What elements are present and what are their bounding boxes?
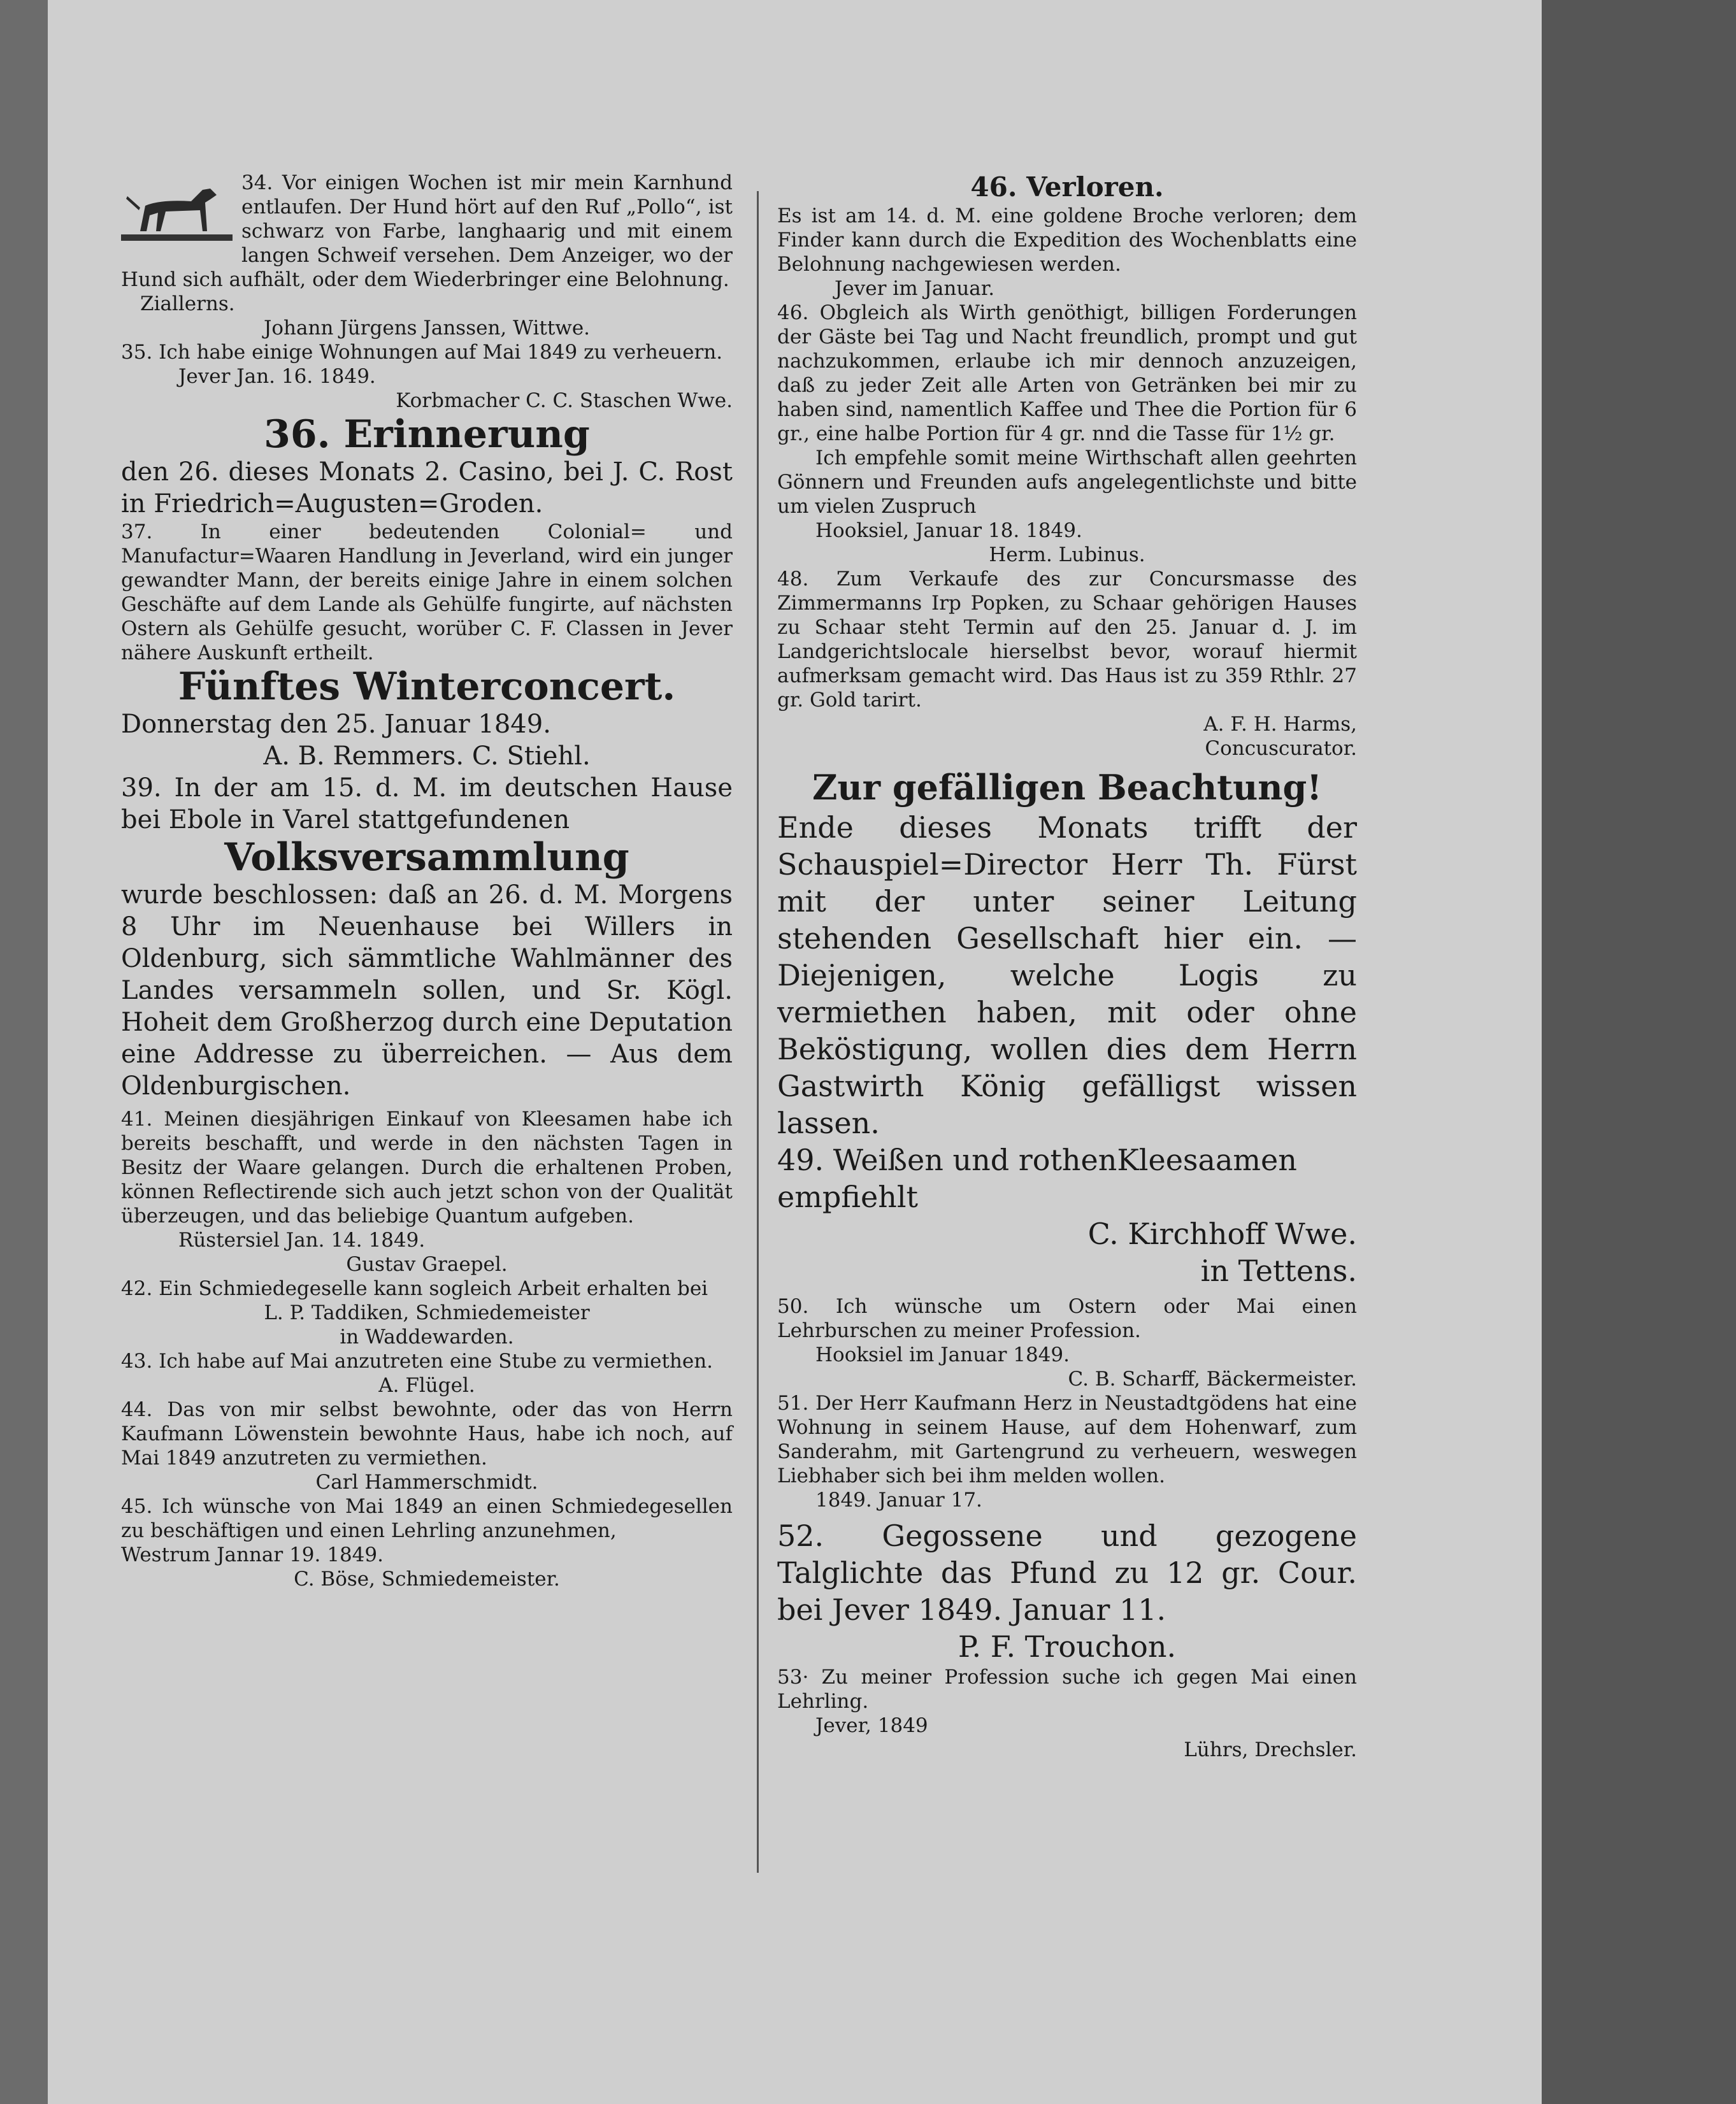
ad-46-title: 46. Verloren.	[970, 171, 1164, 203]
ad-42-place: in Waddewarden.	[340, 1326, 514, 1349]
ad-46-wirth-signature: Herm. Lubinus.	[989, 543, 1145, 566]
ad-38-date: Donnerstag den 25. Januar 1849.	[121, 710, 551, 739]
ad-36-text: den 26. dieses Monats 2. Casino, bei J. C. Rost in Friedrich=Augusten=Groden.	[121, 457, 733, 519]
ad-46-wirth: 46. Obgleich als Wirth genöthigt, billigen Forderungen der Gäste bei Tag und Nacht freundlich, prompt und gut nachzukommen, erlaube ich mir dennoch anzuzeigen, daß zu jeder Zeit alle Arten von Getränken bei mir zu haben sind, namentlich Kaffee und Thee die Portion für 6 gr., eine halbe Portion für 4 gr. nnd die Tasse für 1½ gr.	[777, 301, 1357, 445]
ad-39-title: Volksversammlung	[224, 835, 629, 880]
ad-45: 45. Ich wünsche von Mai 1849 an einen Schmiedegesellen zu beschäftigen und einen Lehrling anzunehmen,	[121, 1495, 733, 1542]
ad-35-date: Jever Jan. 16. 1849.	[178, 365, 376, 388]
ad-50-signature: C. B. Scharff, Bäckermeister.	[1068, 1368, 1357, 1391]
ad-46-wirth-2: Ich empfehle somit meine Wirthschaft allen geehrten Gönnern und Freunden aufs angelegentlichste und bitte um vielen Zuspruch	[777, 447, 1357, 518]
ad-34: 34. Vor einigen Wochen ist mir mein Karnhund entlaufen. Der Hund hört auf den Ruf „Pollo“, ist schwarz von Farbe, langhaarig und mit einem langen Schweif versehen. Dem Anzeiger, wo der Hund sich aufhält, oder dem Wiederbringer eine Belohnung.	[121, 171, 733, 291]
ad-48: 48. Zum Verkaufe des zur Concursmasse des Zimmermanns Irp Popken, zu Schaar gehörigen Hauses zu Schaar steht Termin auf den 25. Januar d. J. im Landgerichtslocale hierselbst bevor, worauf hiermit aufmerksam gemacht wird. Das Haus ist zu 359 Rthlr. 27 gr. Gold tarirt.	[777, 568, 1357, 712]
ad-39-text: wurde beschlossen: daß an 26. d. M. Morgens 8 Uhr im Neuenhause bei Willers in Oldenburg, sich sämmtliche Wahlmänner des Landes versammeln sollen, und Sr. Kögl. Hoheit dem Großherzog durch eine Deputation eine Addresse zu überreichen. — Aus dem Oldenburgischen.	[121, 880, 733, 1101]
ad-46-date: Jever im Januar.	[835, 277, 995, 300]
ad-44-signature: Carl Hammerschmidt.	[315, 1471, 538, 1494]
ad-39-intro: 39. In der am 15. d. M. im deutschen Hause bei Ebole in Varel stattgefundenen	[121, 773, 733, 834]
ad-53-signature: Lührs, Drechsler.	[1184, 1738, 1357, 1761]
ad-45-signature: C. Böse, Schmiedemeister.	[294, 1568, 560, 1591]
scan-edge	[1542, 0, 1736, 2104]
ad-49: 49. Weißen und rothenKleesaamen empfiehlt	[777, 1143, 1297, 1214]
right-column	[777, 171, 1357, 1762]
ad-48-signature: A. F. H. Harms,	[1203, 713, 1357, 736]
notice-title: Zur gefälligen Beachtung!	[812, 767, 1323, 808]
ad-51-date: 1849. Januar 17.	[815, 1489, 982, 1512]
ad-53-date: Jever, 1849	[815, 1714, 928, 1737]
left-column	[121, 171, 733, 1591]
ad-48-role: Concuscurator.	[1205, 737, 1357, 760]
ad-49-place: in Tettens.	[1200, 1254, 1357, 1288]
ad-41-signature: Gustav Graepel.	[346, 1253, 508, 1276]
ad-46-lost: Es ist am 14. d. M. eine goldene Broche verloren; dem Finder kann durch die Expedition des Wochenblatts eine Belohnung nachgewiesen werden.	[777, 204, 1357, 276]
ad-43-signature: A. Flügel.	[378, 1374, 475, 1397]
ad-35-signature: Korbmacher C. C. Staschen Wwe.	[396, 389, 733, 412]
ad-52: 52. Gegossene und gezogene Talglichte das Pfund zu 12 gr. Cour. bei Jever 1849. Januar 11.	[777, 1519, 1357, 1627]
ad-44: 44. Das von mir selbst bewohnte, oder das von Herrn Kaufmann Löwenstein bewohnte Haus, habe ich noch, auf Mai 1849 anzutreten zu vermiethen.	[121, 1398, 733, 1470]
ad-46-wirth-date: Hooksiel, Januar 18. 1849.	[815, 519, 1082, 542]
dog-woodcut-icon	[121, 171, 233, 247]
ad-52-signature: P. F. Trouchon.	[958, 1629, 1177, 1664]
ad-35: 35. Ich habe einige Wohnungen auf Mai 1849 zu verheuern.	[121, 341, 723, 364]
ad-37: 37. In einer bedeutenden Colonial= und Manufactur=Waaren Handlung in Jeverland, wird ein junger gewandter Mann, der bereits einige Jahre in einem solchen Geschäfte auf dem Lande als Gehülfe fungirte, auf nächsten Ostern als Gehülfe gesucht, worüber C. F. Classen in Jever nähere Auskunft ertheilt.	[121, 520, 733, 664]
ad-41-date: Rüstersiel Jan. 14. 1849.	[178, 1229, 426, 1252]
ad-38-signature: A. B. Remmers. C. Stiehl.	[263, 741, 591, 771]
ad-41: 41. Meinen diesjährigen Einkauf von Kleesamen habe ich bereits beschafft, und werde in den nächsten Tagen in Besitz der Waare gelangen. Durch die erhaltenen Proben, können Reflectirende sich auch jetzt schon von der Qualität überzeugen, und das beliebige Quantum aufgeben.	[121, 1108, 733, 1227]
notice-text: Ende dieses Monats trifft der Schauspiel=Director Herr Th. Fürst mit der unter seiner Leitung stehenden Gesellschaft hier ein. — Diejenigen, welche Logis zu vermiethen haben, mit oder ohne Beköstigung, wollen dies dem Herrn Gastwirth König gefälligst wissen lassen.	[777, 810, 1357, 1140]
ad-49-signature: C. Kirchhoff Wwe.	[1087, 1217, 1357, 1251]
ad-38-title: Fünftes Winterconcert.	[178, 664, 676, 709]
ad-50-date: Hooksiel im Januar 1849.	[815, 1343, 1070, 1366]
column-divider	[757, 191, 759, 1873]
ad-36-title: 36. Erinnerung	[264, 412, 590, 457]
ad-45-date: Westrum Jannar 19. 1849.	[121, 1543, 384, 1566]
ad-50: 50. Ich wünsche um Ostern oder Mai einen Lehrburschen zu meiner Profession.	[777, 1295, 1357, 1342]
ad-43: 43. Ich habe auf Mai anzutreten eine Stube zu vermiethen.	[121, 1350, 714, 1373]
ad-34-signature: Johann Jürgens Janssen, Wittwe.	[263, 317, 591, 340]
ad-51: 51. Der Herr Kaufmann Herz in Neustadtgödens hat eine Wohnung in seinem Hause, auf dem Hohenwarf, zum Sanderahm, mit Gartengrund zu verheuern, weswegen Liebhaber sich bei ihm melden wollen.	[777, 1392, 1357, 1487]
ad-34-place: Ziallerns.	[140, 292, 235, 315]
ad-42-signature: L. P. Taddiken, Schmiedemeister	[264, 1301, 590, 1324]
ad-53: 53· Zu meiner Profession suche ich gegen Mai einen Lehrling.	[777, 1666, 1357, 1713]
ad-42: 42. Ein Schmiedegeselle kann sogleich Arbeit erhalten bei	[121, 1277, 708, 1300]
